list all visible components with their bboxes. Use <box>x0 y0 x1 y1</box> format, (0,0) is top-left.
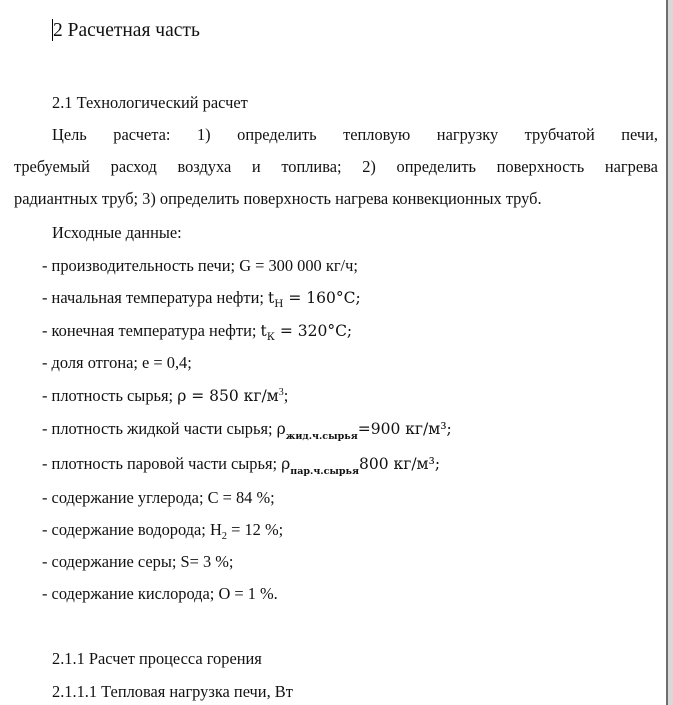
label: - плотность сырья; <box>42 386 178 405</box>
word: расход <box>110 157 157 176</box>
symbol <box>276 420 452 442</box>
superscript: 3 <box>278 387 284 398</box>
subscript: 2 <box>221 531 228 542</box>
label: - начальная температура нефти; <box>42 288 269 307</box>
item-carbon: - содержание углерода; С = 84 %; <box>42 488 275 507</box>
symbol <box>281 455 441 477</box>
word: поверхность <box>496 157 585 176</box>
item-density <box>42 386 288 406</box>
subscript: жид.ч.сырья <box>285 431 358 442</box>
subscript: пар.ч.сырья <box>290 466 360 477</box>
t-symbol: t <box>268 289 275 307</box>
goal-line-2 <box>14 157 658 177</box>
item-hydrogen <box>42 520 283 540</box>
section-2-1-1: 2.1.1 Расчет процесса горения <box>52 649 262 668</box>
symbol <box>260 322 353 343</box>
word: Цель <box>52 125 87 144</box>
page-shadow <box>668 0 673 705</box>
t-symbol: t <box>260 322 267 340</box>
rho-symbol: ρ <box>281 455 291 473</box>
item-vapor-density <box>42 454 441 477</box>
subheading: 2.1 Технологический расчет <box>52 93 248 112</box>
goal-line-1 <box>52 125 658 145</box>
item-sulfur: - содержание серы; S= 3 %; <box>42 552 234 571</box>
word: 1) <box>196 125 211 144</box>
word: печи, <box>621 125 658 144</box>
word: требуемый <box>14 157 90 176</box>
section-2-1-1-1: 2.1.1.1 Тепловая нагрузка печи, Вт <box>52 682 293 701</box>
heading: 2 Расчетная часть <box>53 20 200 41</box>
value: =900 кг/м³; <box>357 420 452 438</box>
subscript: К <box>266 331 275 343</box>
value: ρ = 850 кг/м <box>177 387 279 405</box>
item-liquid-density <box>42 419 452 442</box>
rho-symbol: ρ <box>276 420 286 438</box>
word: расчета: <box>113 125 171 144</box>
subscript: Н <box>274 298 284 310</box>
item-start-temperature <box>42 288 361 308</box>
label: - содержание водорода; H <box>42 520 222 539</box>
word: воздуха <box>177 157 232 176</box>
word: 2) <box>362 157 376 176</box>
item-capacity: - производительность печи; G = 300 000 кг/ч; <box>42 256 358 275</box>
value: 800 кг/м³; <box>359 455 441 473</box>
input-title: Исходные данные: <box>52 223 182 242</box>
symbol <box>268 289 361 310</box>
word: трубчатой <box>524 125 595 144</box>
label: - плотность паровой части сырья; <box>42 454 282 473</box>
value: = 160°С; <box>283 289 361 307</box>
label: - конечная температура нефти; <box>42 321 261 340</box>
goal-line-3: радиантных труб; 3) определить поверхность нагрева конвекционных труб. <box>14 189 542 208</box>
word: определить <box>237 125 317 144</box>
word: нагрева <box>604 157 658 176</box>
item-distillate: - доля отгона; e = 0,4; <box>42 353 192 372</box>
item-oxygen: - содержание кислорода; O = 1 %. <box>42 584 278 603</box>
word: топлива; <box>281 157 342 176</box>
item-end-temperature <box>42 321 352 341</box>
end: ; <box>283 386 289 405</box>
word: нагрузку <box>436 125 499 144</box>
word: и <box>251 157 261 176</box>
word: тепловую <box>343 125 411 144</box>
word: определить <box>396 157 476 176</box>
value: = 320°С; <box>274 322 353 340</box>
value: = 12 %; <box>227 520 284 539</box>
label: - плотность жидкой части сырья; <box>42 419 277 438</box>
